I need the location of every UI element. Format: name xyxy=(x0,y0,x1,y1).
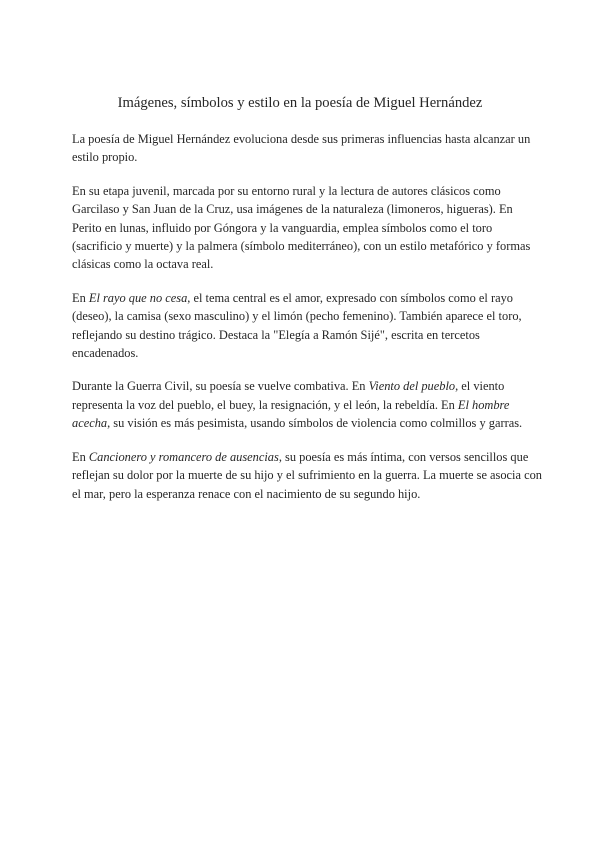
book-title-el-hombre-acecha: El hombre acecha xyxy=(72,397,510,431)
paragraph-4 xyxy=(72,377,542,432)
paragraph-text: , su visión es más pesimista, usando símbolos de violencia como colmillos y garras. xyxy=(107,416,523,431)
book-title-el-rayo-que-no-cesa: El rayo que no cesa xyxy=(88,290,188,305)
paragraph-3 xyxy=(72,289,542,363)
paragraph-text: Durante la Guerra Civil, su poesía se vuelve combativa. En xyxy=(72,379,369,394)
paragraph-text: , su poesía es más íntima, con versos sencillos que reflejan su dolor por la muerte de su hijo y el sufrimiento en la guerra. La muerte se asocia con el mar, pero la esperanza renace con el nacimiento de su segundo hijo. xyxy=(72,449,542,501)
paragraph-text: En su etapa juvenil, marcada por su entorno rural y la lectura de autores clásicos como Garcilaso y San Juan de la Cruz, usa imágenes de la naturaleza (limoneros, higueras). En Perito en lunas, influido por Góngora y la vanguardia, emplea símbolos como el toro (sacrificio y muerte) y la palmera (símbolo mediterráneo), con un estilo metafórico y formas clásicas como la octava real. xyxy=(72,183,531,272)
paragraph-2 xyxy=(72,182,542,274)
document-title: Imágenes, símbolos y estilo en la poesía de Miguel Hernández xyxy=(117,95,483,111)
paragraph-text: En xyxy=(72,290,89,305)
paragraph-1 xyxy=(72,130,542,167)
paragraph-5 xyxy=(72,448,542,503)
paragraph-text: , el tema central es el amor, expresado con símbolos como el rayo (deseo), la camisa (sexo masculino) y el limón (pecho femenino). También aparece el toro, reflejando su destino trágico. Destaca la "Elegía a Ramón Sijé", escrita en tercetos encadenados. xyxy=(72,290,522,361)
paragraph-text: , el viento representa la voz del pueblo, el buey, la resignación, y el león, la rebeldía. En xyxy=(72,379,505,412)
paragraph-text: La poesía de Miguel Hernández evoluciona desde sus primeras influencias hasta alcanzar un estilo propio. xyxy=(72,132,531,165)
book-title-viento-del-pueblo: Viento del pueblo xyxy=(368,379,456,394)
book-title-cancionero-y-romancero: Cancionero y romancero de ausencias xyxy=(88,449,279,464)
paragraph-text: En xyxy=(72,449,89,464)
document-body xyxy=(72,130,542,518)
